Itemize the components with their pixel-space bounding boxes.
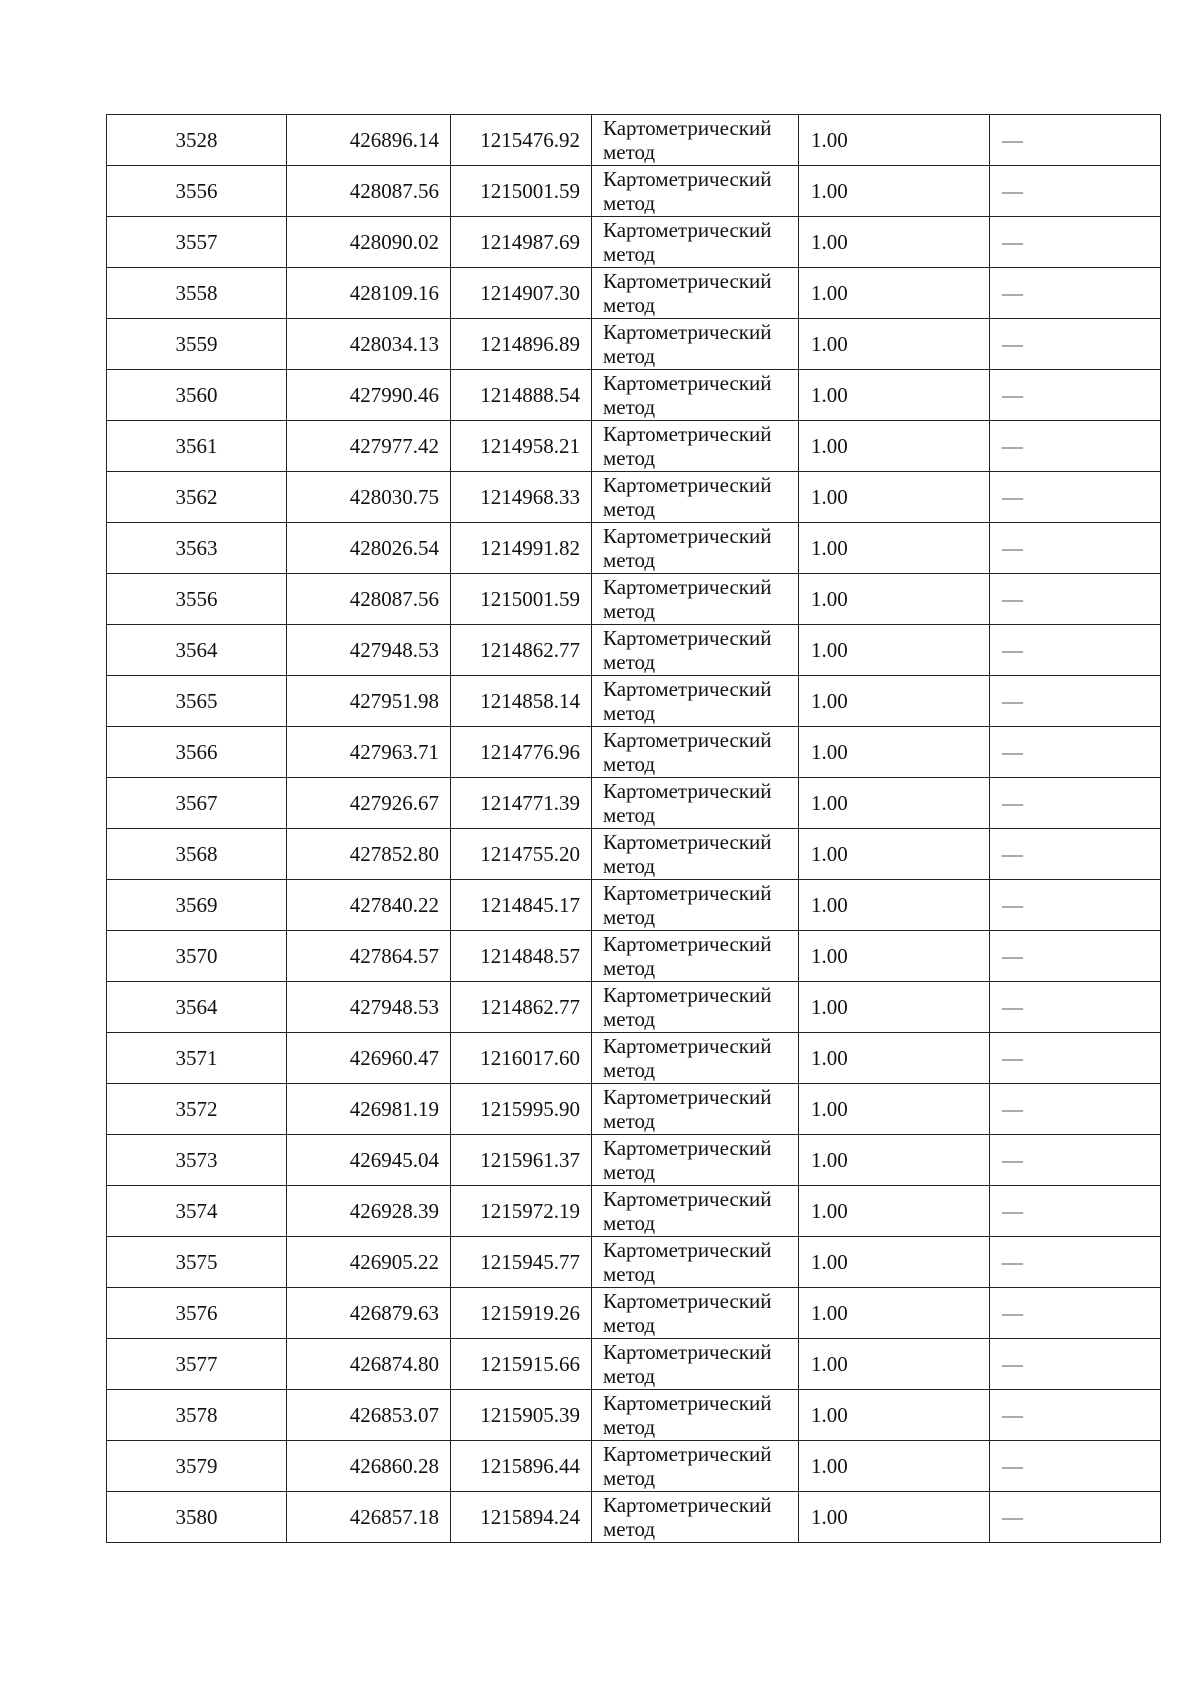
point-number-cell: 3566 [107, 727, 287, 778]
point-number-cell: 3563 [107, 523, 287, 574]
method-cell [592, 574, 799, 625]
method-cell [592, 778, 799, 829]
description-cell: — [990, 523, 1161, 574]
y-coordinate-cell: 1215995.90 [451, 1084, 592, 1135]
method-text: Картометрический метод [603, 473, 772, 521]
description-cell: — [990, 166, 1161, 217]
point-number-cell: 3577 [107, 1339, 287, 1390]
method-cell [592, 829, 799, 880]
accuracy-cell: 1.00 [799, 1033, 990, 1084]
point-number-cell: 3560 [107, 370, 287, 421]
y-coordinate-cell: 1214968.33 [451, 472, 592, 523]
table-row [107, 676, 1161, 727]
x-coordinate-cell: 426928.39 [287, 1186, 451, 1237]
y-coordinate-cell: 1215476.92 [451, 115, 592, 166]
method-cell [592, 115, 799, 166]
accuracy-cell: 1.00 [799, 1441, 990, 1492]
table-row [107, 931, 1161, 982]
point-number-cell: 3556 [107, 166, 287, 217]
table-body [107, 115, 1161, 1543]
y-coordinate-cell: 1214862.77 [451, 982, 592, 1033]
table-row [107, 1339, 1161, 1390]
description-cell: — [990, 1339, 1161, 1390]
x-coordinate-cell: 426874.80 [287, 1339, 451, 1390]
method-cell [592, 370, 799, 421]
y-coordinate-cell: 1214907.30 [451, 268, 592, 319]
table-row [107, 1033, 1161, 1084]
x-coordinate-cell: 426860.28 [287, 1441, 451, 1492]
method-text: Картометрический метод [603, 1340, 772, 1388]
table-row [107, 217, 1161, 268]
x-coordinate-cell: 426960.47 [287, 1033, 451, 1084]
y-coordinate-cell: 1214858.14 [451, 676, 592, 727]
accuracy-cell: 1.00 [799, 1084, 990, 1135]
accuracy-cell: 1.00 [799, 727, 990, 778]
description-cell: — [990, 574, 1161, 625]
method-text: Картометрический метод [603, 728, 772, 776]
point-number-cell: 3569 [107, 880, 287, 931]
point-number-cell: 3572 [107, 1084, 287, 1135]
method-text: Картометрический метод [603, 269, 772, 317]
description-cell: — [990, 676, 1161, 727]
method-text: Картометрический метод [603, 932, 772, 980]
table-row [107, 421, 1161, 472]
method-cell [592, 1339, 799, 1390]
y-coordinate-cell: 1216017.60 [451, 1033, 592, 1084]
table-row [107, 166, 1161, 217]
y-coordinate-cell: 1214771.39 [451, 778, 592, 829]
description-cell: — [990, 1186, 1161, 1237]
method-cell [592, 421, 799, 472]
x-coordinate-cell: 426853.07 [287, 1390, 451, 1441]
table-row [107, 778, 1161, 829]
description-cell: — [990, 982, 1161, 1033]
point-number-cell: 3565 [107, 676, 287, 727]
y-coordinate-cell: 1214991.82 [451, 523, 592, 574]
point-number-cell: 3580 [107, 1492, 287, 1543]
y-coordinate-cell: 1214896.89 [451, 319, 592, 370]
point-number-cell: 3556 [107, 574, 287, 625]
accuracy-cell: 1.00 [799, 574, 990, 625]
method-text: Картометрический метод [603, 1034, 772, 1082]
point-number-cell: 3557 [107, 217, 287, 268]
table-row [107, 370, 1161, 421]
x-coordinate-cell: 427990.46 [287, 370, 451, 421]
y-coordinate-cell: 1215915.66 [451, 1339, 592, 1390]
accuracy-cell: 1.00 [799, 115, 990, 166]
point-number-cell: 3559 [107, 319, 287, 370]
method-cell [592, 268, 799, 319]
description-cell: — [990, 421, 1161, 472]
x-coordinate-cell: 428030.75 [287, 472, 451, 523]
y-coordinate-cell: 1215945.77 [451, 1237, 592, 1288]
accuracy-cell: 1.00 [799, 982, 990, 1033]
method-text: Картометрический метод [603, 167, 772, 215]
description-cell: — [990, 370, 1161, 421]
method-text: Картометрический метод [603, 320, 772, 368]
method-text: Картометрический метод [603, 1187, 772, 1235]
table-row [107, 574, 1161, 625]
method-cell [592, 931, 799, 982]
x-coordinate-cell: 427864.57 [287, 931, 451, 982]
point-number-cell: 3570 [107, 931, 287, 982]
method-cell [592, 217, 799, 268]
x-coordinate-cell: 427951.98 [287, 676, 451, 727]
method-cell [592, 472, 799, 523]
table-row [107, 727, 1161, 778]
table-row [107, 472, 1161, 523]
description-cell: — [990, 625, 1161, 676]
table-row [107, 1288, 1161, 1339]
y-coordinate-cell: 1214958.21 [451, 421, 592, 472]
accuracy-cell: 1.00 [799, 268, 990, 319]
y-coordinate-cell: 1214755.20 [451, 829, 592, 880]
description-cell: — [990, 1441, 1161, 1492]
method-cell [592, 880, 799, 931]
y-coordinate-cell: 1215896.44 [451, 1441, 592, 1492]
description-cell: — [990, 931, 1161, 982]
x-coordinate-cell: 426905.22 [287, 1237, 451, 1288]
point-number-cell: 3576 [107, 1288, 287, 1339]
method-cell [592, 1237, 799, 1288]
y-coordinate-cell: 1215001.59 [451, 574, 592, 625]
description-cell: — [990, 1135, 1161, 1186]
method-cell [592, 1288, 799, 1339]
accuracy-cell: 1.00 [799, 1492, 990, 1543]
point-number-cell: 3567 [107, 778, 287, 829]
table-row [107, 1390, 1161, 1441]
method-cell [592, 523, 799, 574]
method-cell [592, 1390, 799, 1441]
y-coordinate-cell: 1214845.17 [451, 880, 592, 931]
method-cell [592, 1033, 799, 1084]
x-coordinate-cell: 426879.63 [287, 1288, 451, 1339]
method-text: Картометрический метод [603, 1136, 772, 1184]
method-text: Картометрический метод [603, 1238, 772, 1286]
table-row [107, 982, 1161, 1033]
description-cell: — [990, 1288, 1161, 1339]
description-cell: — [990, 829, 1161, 880]
description-cell: — [990, 268, 1161, 319]
description-cell: — [990, 319, 1161, 370]
y-coordinate-cell: 1215001.59 [451, 166, 592, 217]
x-coordinate-cell: 426857.18 [287, 1492, 451, 1543]
x-coordinate-cell: 427963.71 [287, 727, 451, 778]
method-cell [592, 1492, 799, 1543]
y-coordinate-cell: 1214987.69 [451, 217, 592, 268]
method-text: Картометрический метод [603, 881, 772, 929]
x-coordinate-cell: 428090.02 [287, 217, 451, 268]
method-cell [592, 625, 799, 676]
point-number-cell: 3579 [107, 1441, 287, 1492]
method-cell [592, 982, 799, 1033]
method-cell [592, 166, 799, 217]
x-coordinate-cell: 427840.22 [287, 880, 451, 931]
accuracy-cell: 1.00 [799, 880, 990, 931]
method-cell [592, 727, 799, 778]
x-coordinate-cell: 426981.19 [287, 1084, 451, 1135]
accuracy-cell: 1.00 [799, 1288, 990, 1339]
table-row [107, 523, 1161, 574]
method-cell [592, 1441, 799, 1492]
description-cell: — [990, 778, 1161, 829]
table-row [107, 1441, 1161, 1492]
x-coordinate-cell: 427852.80 [287, 829, 451, 880]
x-coordinate-cell: 428026.54 [287, 523, 451, 574]
method-cell [592, 1084, 799, 1135]
accuracy-cell: 1.00 [799, 1135, 990, 1186]
method-text: Картометрический метод [603, 1493, 772, 1541]
description-cell: — [990, 472, 1161, 523]
method-text: Картометрический метод [603, 524, 772, 572]
table-row [107, 1492, 1161, 1543]
description-cell: — [990, 1237, 1161, 1288]
y-coordinate-cell: 1215905.39 [451, 1390, 592, 1441]
x-coordinate-cell: 428087.56 [287, 574, 451, 625]
table-row [107, 1186, 1161, 1237]
description-cell: — [990, 1390, 1161, 1441]
description-cell: — [990, 217, 1161, 268]
method-text: Картометрический метод [603, 575, 772, 623]
x-coordinate-cell: 426945.04 [287, 1135, 451, 1186]
method-text: Картометрический метод [603, 626, 772, 674]
y-coordinate-cell: 1214888.54 [451, 370, 592, 421]
x-coordinate-cell: 428087.56 [287, 166, 451, 217]
accuracy-cell: 1.00 [799, 1339, 990, 1390]
method-text: Картометрический метод [603, 1289, 772, 1337]
point-number-cell: 3558 [107, 268, 287, 319]
description-cell: — [990, 1033, 1161, 1084]
table-row [107, 268, 1161, 319]
table-row [107, 1135, 1161, 1186]
x-coordinate-cell: 428034.13 [287, 319, 451, 370]
method-text: Картометрический метод [603, 830, 772, 878]
x-coordinate-cell: 427948.53 [287, 625, 451, 676]
accuracy-cell: 1.00 [799, 421, 990, 472]
method-text: Картометрический метод [603, 677, 772, 725]
x-coordinate-cell: 427926.67 [287, 778, 451, 829]
accuracy-cell: 1.00 [799, 1237, 990, 1288]
x-coordinate-cell: 426896.14 [287, 115, 451, 166]
x-coordinate-cell: 427948.53 [287, 982, 451, 1033]
table-row [107, 625, 1161, 676]
method-text: Картометрический метод [603, 1085, 772, 1133]
accuracy-cell: 1.00 [799, 319, 990, 370]
method-text: Картометрический метод [603, 371, 772, 419]
y-coordinate-cell: 1214862.77 [451, 625, 592, 676]
point-number-cell: 3573 [107, 1135, 287, 1186]
accuracy-cell: 1.00 [799, 931, 990, 982]
accuracy-cell: 1.00 [799, 676, 990, 727]
y-coordinate-cell: 1215972.19 [451, 1186, 592, 1237]
accuracy-cell: 1.00 [799, 625, 990, 676]
description-cell: — [990, 115, 1161, 166]
accuracy-cell: 1.00 [799, 778, 990, 829]
method-text: Картометрический метод [603, 116, 772, 164]
accuracy-cell: 1.00 [799, 370, 990, 421]
method-cell [592, 1186, 799, 1237]
point-number-cell: 3562 [107, 472, 287, 523]
method-cell [592, 676, 799, 727]
accuracy-cell: 1.00 [799, 166, 990, 217]
point-number-cell: 3568 [107, 829, 287, 880]
method-text: Картометрический метод [603, 779, 772, 827]
point-number-cell: 3564 [107, 625, 287, 676]
point-number-cell: 3561 [107, 421, 287, 472]
accuracy-cell: 1.00 [799, 523, 990, 574]
point-number-cell: 3528 [107, 115, 287, 166]
accuracy-cell: 1.00 [799, 1390, 990, 1441]
x-coordinate-cell: 427977.42 [287, 421, 451, 472]
point-number-cell: 3564 [107, 982, 287, 1033]
method-text: Картометрический метод [603, 1391, 772, 1439]
y-coordinate-cell: 1214848.57 [451, 931, 592, 982]
y-coordinate-cell: 1215961.37 [451, 1135, 592, 1186]
description-cell: — [990, 1084, 1161, 1135]
method-text: Картометрический метод [603, 218, 772, 266]
accuracy-cell: 1.00 [799, 829, 990, 880]
table-row [107, 319, 1161, 370]
description-cell: — [990, 1492, 1161, 1543]
method-text: Картометрический метод [603, 1442, 772, 1490]
y-coordinate-cell: 1214776.96 [451, 727, 592, 778]
accuracy-cell: 1.00 [799, 472, 990, 523]
y-coordinate-cell: 1215919.26 [451, 1288, 592, 1339]
accuracy-cell: 1.00 [799, 1186, 990, 1237]
table-row [107, 1084, 1161, 1135]
method-text: Картометрический метод [603, 422, 772, 470]
point-number-cell: 3574 [107, 1186, 287, 1237]
description-cell: — [990, 727, 1161, 778]
method-cell [592, 1135, 799, 1186]
accuracy-cell: 1.00 [799, 217, 990, 268]
table-row [107, 1237, 1161, 1288]
table-row [107, 829, 1161, 880]
point-number-cell: 3575 [107, 1237, 287, 1288]
point-number-cell: 3571 [107, 1033, 287, 1084]
point-number-cell: 3578 [107, 1390, 287, 1441]
table-row [107, 115, 1161, 166]
x-coordinate-cell: 428109.16 [287, 268, 451, 319]
method-text: Картометрический метод [603, 983, 772, 1031]
table-row [107, 880, 1161, 931]
coordinates-table [106, 114, 1161, 1543]
method-cell [592, 319, 799, 370]
description-cell: — [990, 880, 1161, 931]
y-coordinate-cell: 1215894.24 [451, 1492, 592, 1543]
